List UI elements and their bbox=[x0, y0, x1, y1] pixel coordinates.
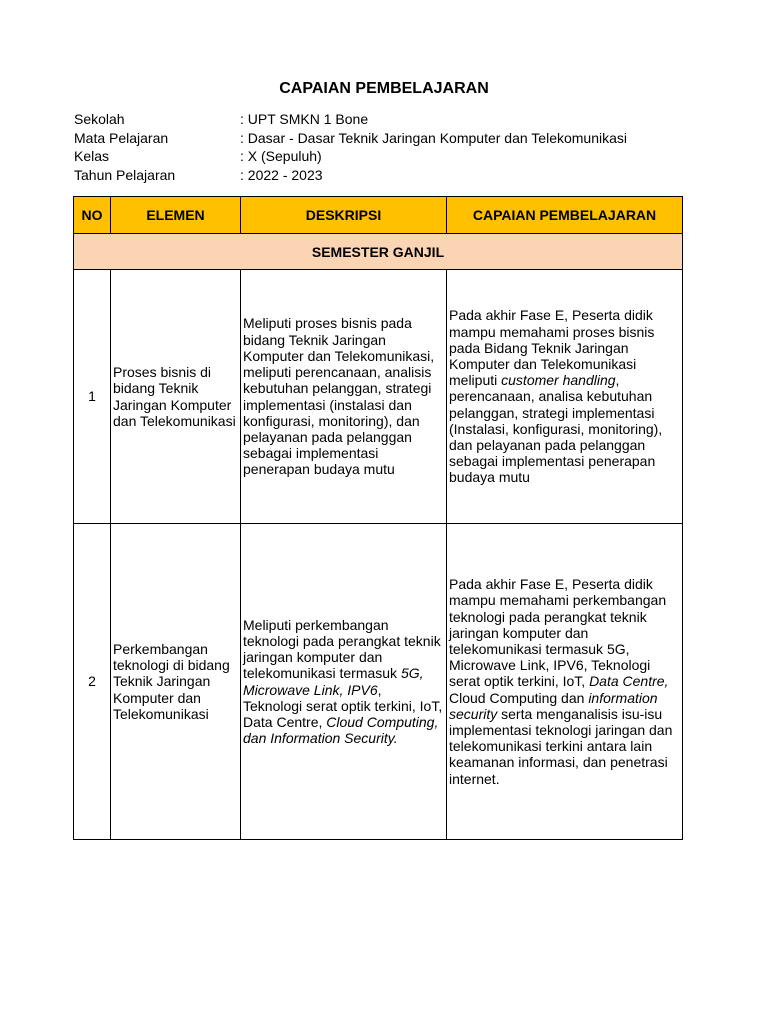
meta-row-tahun-pelajaran bbox=[74, 166, 627, 185]
meta-value: : UPT SMKN 1 Bone bbox=[240, 111, 369, 127]
meta-value: : 2022 - 2023 bbox=[240, 166, 323, 183]
meta-row-kelas bbox=[74, 147, 627, 166]
row-capaian bbox=[447, 524, 683, 840]
meta-row-mata-pelajaran bbox=[74, 129, 627, 148]
capaian-table bbox=[73, 196, 683, 840]
header-deskripsi: DESKRIPSI bbox=[241, 197, 447, 234]
deskripsi-text: Meliputi perkembangan teknologi pada perangkat teknik jaringan komputer dan telekomunikasi termasuk bbox=[243, 616, 441, 682]
deskripsi-italic-text: 5G, Microwave Link, IPV6 bbox=[243, 665, 424, 698]
deskripsi-italic-text: Cloud Computing, dan Information Security. bbox=[243, 713, 439, 747]
table-row bbox=[74, 524, 683, 840]
row-capaian bbox=[447, 270, 683, 524]
semester-row bbox=[74, 234, 683, 270]
row-elemen: Perkembangan teknologi di bidang Teknik Jaringan Komputer dan Telekomunikasi bbox=[111, 524, 241, 840]
meta-label: Sekolah bbox=[74, 111, 125, 127]
document-meta bbox=[74, 110, 627, 184]
capaian-text: Pada akhir Fase E, Peserta didik mampu memahami proses bisnis pada Bidang Teknik Jaringan Komputer dan Telekomunikasi meliputi bbox=[449, 307, 655, 389]
row-number: 1 bbox=[74, 270, 111, 524]
capaian-italic-text: Data Centre, bbox=[589, 673, 669, 690]
capaian-text: serta menganalisis isu-isu implementasi teknologi jaringan dan telekomunikasi terkini antara lain keamanan informasi, dan penetrasi internet. bbox=[449, 705, 673, 787]
row-deskripsi bbox=[241, 524, 447, 840]
capaian-italic-text: customer handling bbox=[501, 372, 616, 389]
capaian-italic-text: information security bbox=[449, 689, 658, 722]
capaian-text: , perencanaan, analisa kebutuhan pelanggan, strategi implementasi (Instalasi, konfigurasi, monitoring), dan pelayanan pada pelanggan sebagai implementasi penerapan budaya mutu bbox=[449, 372, 663, 486]
header-elemen: ELEMEN bbox=[111, 197, 241, 234]
meta-label: Tahun Pelajaran bbox=[74, 166, 176, 183]
meta-label: Mata Pelajaran bbox=[74, 129, 169, 146]
capaian-text: Cloud Computing dan bbox=[449, 689, 589, 706]
document-title: CAPAIAN PEMBELAJARAN bbox=[279, 80, 489, 97]
table-header-row bbox=[74, 197, 683, 234]
row-deskripsi: Meliputi proses bisnis pada bidang Teknik Jaringan Komputer dan Telekomunikasi, meliputi perencanaan, analisis kebutuhan pelanggan, strategi implementasi (instalasi dan konfigurasi, monitoring), dan pelayanan pada pelanggan sebagai implementasi penerapan budaya mutu bbox=[241, 270, 447, 524]
meta-value: : Dasar - Dasar Teknik Jaringan Komputer dan Telekomunikasi bbox=[240, 129, 628, 146]
row-elemen: Proses bisnis di bidang Teknik Jaringan Komputer dan Telekomunikasi bbox=[111, 270, 241, 524]
semester-label: SEMESTER GANJIL bbox=[74, 234, 683, 270]
meta-row-sekolah bbox=[74, 110, 627, 129]
row-number: 2 bbox=[74, 524, 111, 840]
deskripsi-text: , Teknologi serat optik terkini, IoT, Data Centre, bbox=[243, 681, 443, 730]
table-row bbox=[74, 270, 683, 524]
meta-label: Kelas bbox=[74, 148, 110, 164]
header-capaian: CAPAIAN PEMBELAJARAN bbox=[447, 197, 683, 234]
meta-value: : X (Sepuluh) bbox=[240, 148, 322, 164]
capaian-text: Pada akhir Fase E, Peserta didik mampu memahami perkembangan teknologi pada perangkat teknik jaringan komputer dan telekomunikasi termasuk 5G, Microwave Link, IPV6, Teknologi serat optik terkini, IoT, bbox=[449, 576, 667, 690]
header-no: NO bbox=[74, 197, 111, 234]
